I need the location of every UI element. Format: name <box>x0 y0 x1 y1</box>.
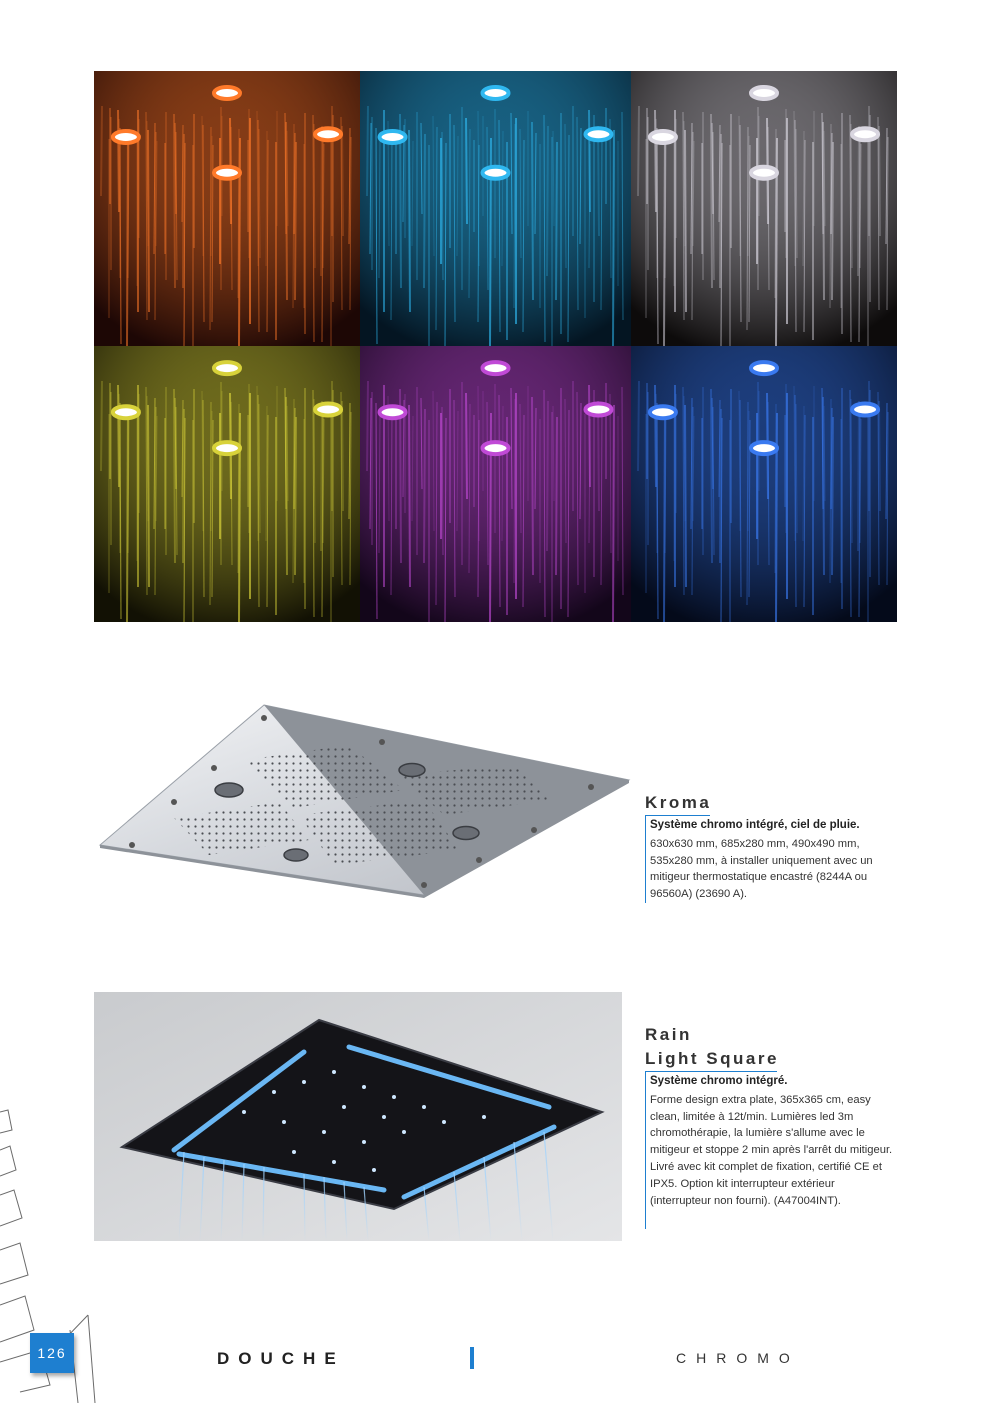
rain-light-square-accent-bar <box>645 1071 646 1229</box>
rain-streak <box>547 401 548 551</box>
chromotherapy-gallery <box>94 71 897 622</box>
rain-light-square-title <box>645 1023 779 1071</box>
light-spot <box>650 131 676 143</box>
rain-streak <box>127 130 128 346</box>
gallery-tile-blue <box>631 346 897 622</box>
light-spot <box>380 131 406 143</box>
rain-streak <box>174 114 175 288</box>
kroma-description-block <box>650 817 890 903</box>
footer-section-label: DOUCHE <box>217 1349 345 1368</box>
kroma-title-line: Kroma <box>645 793 712 812</box>
rain-streak <box>547 126 548 276</box>
rain-streak <box>532 397 533 575</box>
kroma-subtitle: Système chromo intégré, ciel de pluie. <box>650 819 860 831</box>
rain-streak <box>367 106 368 196</box>
kroma-title-rule <box>645 815 710 816</box>
rain-light-square-image <box>94 992 622 1241</box>
shower-light-illustration <box>94 71 360 346</box>
shower-light-illustration <box>631 346 897 622</box>
rain-streak <box>638 106 639 196</box>
rain-streak <box>556 142 557 300</box>
rain-streak <box>532 122 533 300</box>
rain-streak <box>858 126 859 276</box>
rain-streak <box>466 118 467 224</box>
light-spot <box>483 87 509 99</box>
kroma-accent-bar <box>645 815 646 903</box>
gallery-tile-magenta <box>360 346 631 622</box>
rain-streak <box>655 110 656 212</box>
rain-streak <box>367 381 368 471</box>
shower-light-illustration <box>94 346 360 622</box>
rain-streak <box>127 405 128 622</box>
light-spot <box>852 128 878 140</box>
rain-streak <box>598 401 599 511</box>
rain-streak <box>321 126 322 276</box>
rain-streak <box>598 126 599 236</box>
rain-streak <box>118 385 119 487</box>
light-spot <box>751 87 777 99</box>
kroma-title <box>645 791 711 815</box>
footer-divider <box>470 1347 474 1369</box>
rain-streak <box>424 409 425 563</box>
rain-streak <box>342 401 343 511</box>
light-spot <box>751 167 777 179</box>
light-spot <box>315 128 341 140</box>
rain-streak <box>664 405 665 622</box>
rain-light-square-subtitle: Système chromo intégré. <box>650 1075 788 1087</box>
page-number: 126 <box>30 1333 74 1373</box>
light-spot <box>585 403 611 415</box>
rain-light-square-title-line-2: Light Square <box>645 1049 779 1068</box>
rain-streak <box>409 405 410 587</box>
rain-streak <box>466 393 467 499</box>
shower-light-illustration <box>360 346 631 622</box>
rain-streak <box>879 126 880 236</box>
kroma-description: 630x630 mm, 685x280 mm, 490x490 mm, 535x280 mm, à installer uniquement avec un mitigeur thermostatique encastré (8244A ou 96560A) (23690 A). <box>650 837 873 901</box>
rain-streak <box>342 126 343 236</box>
rain-streak <box>424 134 425 288</box>
rain-streak <box>711 389 712 563</box>
rain-streak <box>879 401 880 511</box>
light-spot <box>380 406 406 418</box>
rain-streak <box>664 130 665 346</box>
light-spot <box>650 406 676 418</box>
light-spot <box>214 87 240 99</box>
rain-streak <box>409 130 410 312</box>
light-spot <box>214 442 240 454</box>
gallery-tile-orange <box>94 71 360 346</box>
light-spot <box>483 442 509 454</box>
rain-streak <box>321 401 322 551</box>
light-spot <box>852 403 878 415</box>
shower-light-illustration <box>360 71 631 346</box>
light-spot <box>113 406 139 418</box>
rain-streak <box>174 389 175 563</box>
rain-streak <box>101 381 102 471</box>
light-spot <box>585 128 611 140</box>
light-spot <box>483 167 509 179</box>
gallery-tile-cyan <box>360 71 631 346</box>
rain-streak <box>613 130 614 346</box>
rain-streak <box>118 110 119 212</box>
rain-streak <box>589 110 590 212</box>
light-spot <box>214 362 240 374</box>
rain-streak <box>858 401 859 551</box>
rain-light-square-title-rule <box>645 1071 777 1072</box>
shower-light-illustration <box>631 71 897 346</box>
light-spot <box>214 167 240 179</box>
rain-streak <box>613 405 614 622</box>
rain-light-square-description: Forme design extra plate, 365x365 cm, easy clean, limitée à 12t/min. Lumières led 3m chromothérapie, la lumière s'allume avec le mitigeur et stoppe 2 min après l'arrêt du mitigeur. Livré avec kit complet de fixation, certifié CE et IPX5. Option kit interrupteur extérieur (interrupteur non fourni). (A47004INT). <box>650 1093 893 1207</box>
gallery-tile-white <box>631 71 897 346</box>
light-spot <box>751 362 777 374</box>
rain-light-square-title-line-1: Rain <box>645 1025 692 1044</box>
kroma-product-image <box>94 690 634 905</box>
rain-light-square-description-block <box>650 1073 895 1209</box>
light-spot <box>315 403 341 415</box>
rain-streak <box>556 417 557 575</box>
rain-streak <box>711 114 712 288</box>
light-spot <box>483 362 509 374</box>
rain-streak <box>101 106 102 196</box>
rain-streak <box>638 381 639 471</box>
light-spot <box>751 442 777 454</box>
rain-streak <box>655 385 656 487</box>
rain-streak <box>589 385 590 487</box>
light-spot <box>113 131 139 143</box>
gallery-tile-yellow <box>94 346 360 622</box>
footer-category-label: CHROMO <box>676 1350 800 1366</box>
